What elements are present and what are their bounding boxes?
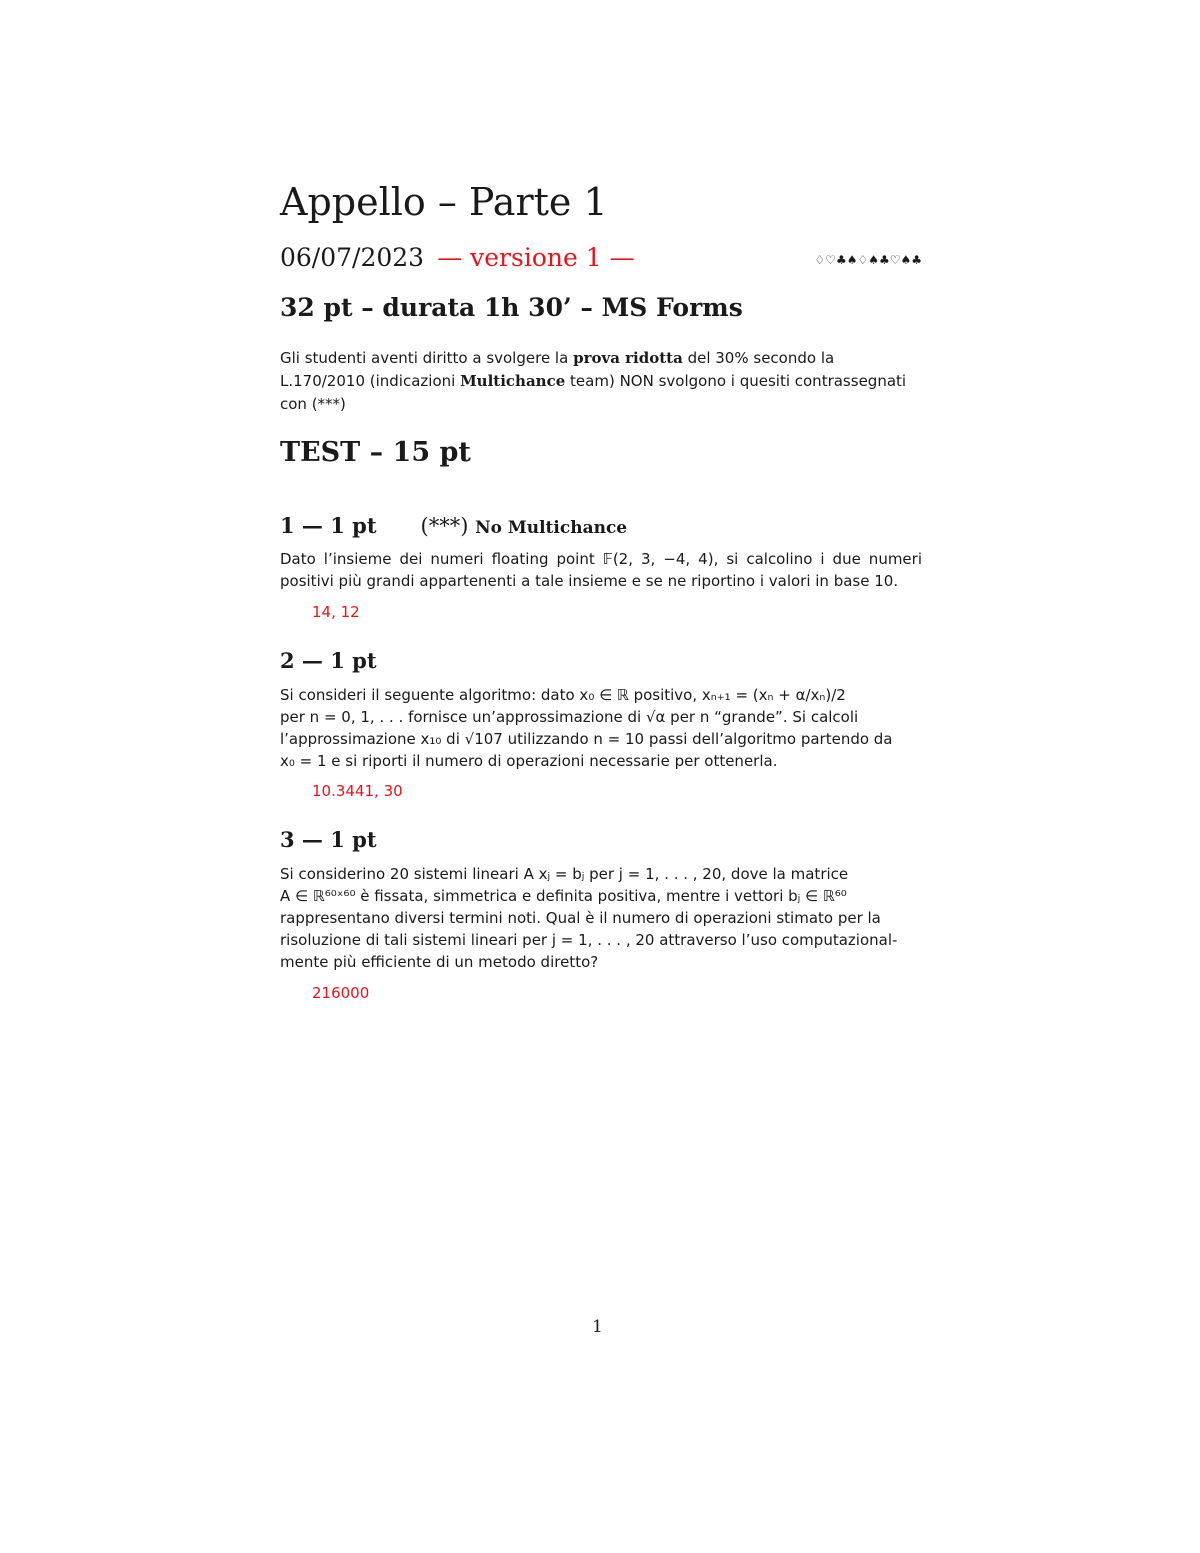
question-3-line-5: mente più efficiente di un metodo diretto? [280,953,599,971]
question-2-line-4: x₀ = 1 e si riporti il numero di operazioni necessarie per ottenerla. [280,752,778,770]
question-1-number: 1 — 1 pt [280,513,377,538]
question-2-body [280,684,922,772]
question-3-line-4: risoluzione di tali sistemi lineari per j = 1, . . . , 20 attraverso l’uso computazional- [280,931,898,949]
question-3-answer: 216000 [312,984,370,1002]
version-label: — versione 1 — [437,243,635,272]
question-3-heading: 3 — 1 pt [280,827,377,852]
question-3-line-3: rappresentano diversi termini noti. Qual è il numero di operazioni stimato per la [280,909,881,927]
question-1-answer: 14, 12 [312,603,360,621]
question-1-stars: (***) [420,514,469,538]
notice-text-1: Gli studenti aventi diritto a svolgere la [280,349,574,367]
card-suits-icon: ♢♡♣♠♢♠♣♡♠♣ [814,253,922,267]
question-1-heading [280,513,627,538]
question-2-answer: 10.3441, 30 [312,782,403,800]
notice-bold-1: prova ridotta [573,349,683,367]
notice-text-2: del 30% secondo la L.170/2010 (indicazioni [280,349,835,390]
question-2-heading: 2 — 1 pt [280,648,377,673]
notice-text-3: team) NON svolgono i quesiti contrassegnati con (***) [280,372,907,413]
exam-subtitle: 32 pt – durata 1h 30’ – MS Forms [280,293,743,322]
date-version-line [280,243,922,277]
question-3-body [280,863,922,973]
question-2-line-1: Si consideri il seguente algoritmo: dato x₀ ∈ ℝ positivo, xₙ₊₁ = (xₙ + α/xₙ)/2 [280,686,846,704]
page-number: 1 [592,1317,603,1337]
notice-paragraph [280,347,922,416]
question-1-body: Dato l’insieme dei numeri floating point 𝔽(2, 3, −4, 4), si calcolino i due numeri positivi più grandi appartenenti a tale insieme e se ne riportino i valori in base 10. [280,550,922,590]
page-title: Appello – Parte 1 [280,180,608,224]
question-3-line-2: A ∈ ℝ⁶⁰ˣ⁶⁰ è fissata, simmetrica e definita positiva, mentre i vettori bⱼ ∈ ℝ⁶⁰ [280,887,847,905]
question-1-tag [421,514,628,538]
notice-bold-2: Multichance [460,372,566,390]
section-title: TEST – 15 pt [280,437,471,468]
exam-date: 06/07/2023 [280,243,425,272]
question-2-line-3: l’approssimazione x₁₀ di √107 utilizzando n = 10 passi dell’algoritmo partendo da [280,730,893,748]
question-1-tag-label: No Multichance [475,518,628,538]
question-3-line-1: Si considerino 20 sistemi lineari A xⱼ = bⱼ per j = 1, . . . , 20, dove la matrice [280,865,849,883]
question-2-line-2: per n = 0, 1, . . . fornisce un’approssimazione di √α per n “grande”. Si calcoli [280,708,859,726]
